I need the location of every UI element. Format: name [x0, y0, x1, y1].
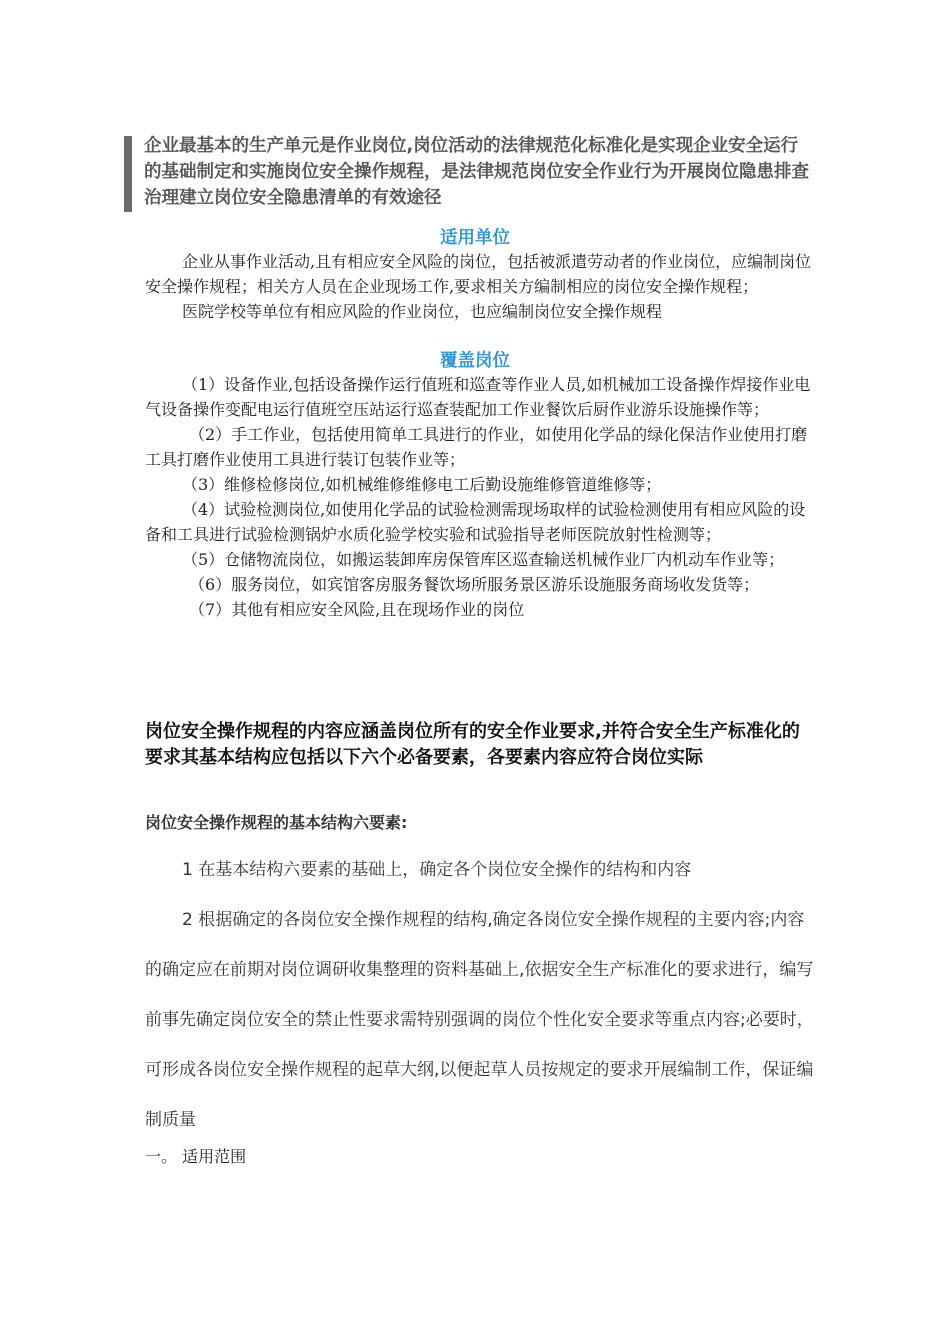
- heading-coverage: 覆盖岗位: [440, 351, 510, 371]
- coverage-item: （4）试验检测岗位,如使用化学品的试验检测需现场取样的试验检测使用有相应风险的设备和工具进行试验检测锅炉水质化验学校实验和试验指导老师医院放射性检测等；: [145, 500, 806, 544]
- structure-list: [145, 845, 815, 1145]
- applicable-units-body: [145, 249, 815, 324]
- coverage-item: （3）维修检修岗位,如机械维修维修电工后勤设施维修管道维修等；: [182, 475, 662, 494]
- content-statement: 岗位安全操作规程的内容应涵盖岗位所有的安全作业要求,并符合安全生产标准化的要求其基本结构应包括以下六个必备要素，各要素内容应符合岗位实际: [145, 721, 800, 768]
- applicable-para-2: 医院学校等单位有相应风险的作业岗位，也应编制岗位安全操作规程: [182, 302, 663, 321]
- coverage-item: （6）服务岗位，如宾馆客房服务餐饮场所服务景区游乐设施服务商场收发货等；: [189, 575, 760, 594]
- blockquote-bar: [124, 136, 132, 212]
- applicable-para-1: 企业从事作业活动,且有相应安全风险的岗位，包括被派遣劳动者的作业岗位，应编制岗位安全操作规程；相关方人员在企业现场工作,要求相关方编制相应的岗位安全操作规程；: [145, 252, 812, 296]
- structure-title: 岗位安全操作规程的基本结构六要素:: [145, 813, 408, 832]
- intro-blockquote: [124, 133, 814, 211]
- coverage-item: （1）设备作业,包括设备操作运行值班和巡查等作业人员,如机械加工设备操作焊接作业电气设备操作变配电运行值班空压站运行巡查装配加工作业餐饮后厨作业游乐设施操作等；: [145, 375, 811, 419]
- coverage-item: （2）手工作业，包括使用简单工具进行的作业，如使用化学品的绿化保洁作业使用打磨工具打磨作业使用工具进行装订包装作业等；: [145, 425, 808, 469]
- intro-text: 企业最基本的生产单元是作业岗位,岗位活动的法律规范化标准化是实现企业安全运行的基础制定和实施岗位安全操作规程，是法律规范岗位安全作业行为开展岗位隐患排查治理建立岗位安全隐患清单的有效途径: [144, 136, 809, 208]
- heading-applicable-units: 适用单位: [440, 228, 510, 248]
- coverage-item: （7）其他有相应安全风险,且在现场作业的岗位: [189, 600, 525, 619]
- section-one-heading: 一。 适用范围: [145, 1147, 247, 1166]
- structure-item: 1 在基本结构六要素的基础上，确定各个岗位安全操作的结构和内容: [182, 860, 692, 880]
- structure-item: 2 根据确定的各岗位安全操作规程的结构,确定各岗位安全操作规程的主要内容;内容的确定应在前期对岗位调研收集整理的资料基础上,依据安全生产标准化的要求进行，编写前事先确定岗位安全的禁止性要求需特别强调的岗位个性化安全要求等重点内容;必要时，可形成各岗位安全操作规程的起草大纲,以便起草人员按规定的要求开展编制工作，保证编制质量: [145, 910, 814, 1130]
- coverage-list: [145, 372, 815, 622]
- coverage-item: （5）仓储物流岗位，如搬运装卸库房保管库区巡查输送机械作业厂内机动车作业等；: [182, 550, 785, 569]
